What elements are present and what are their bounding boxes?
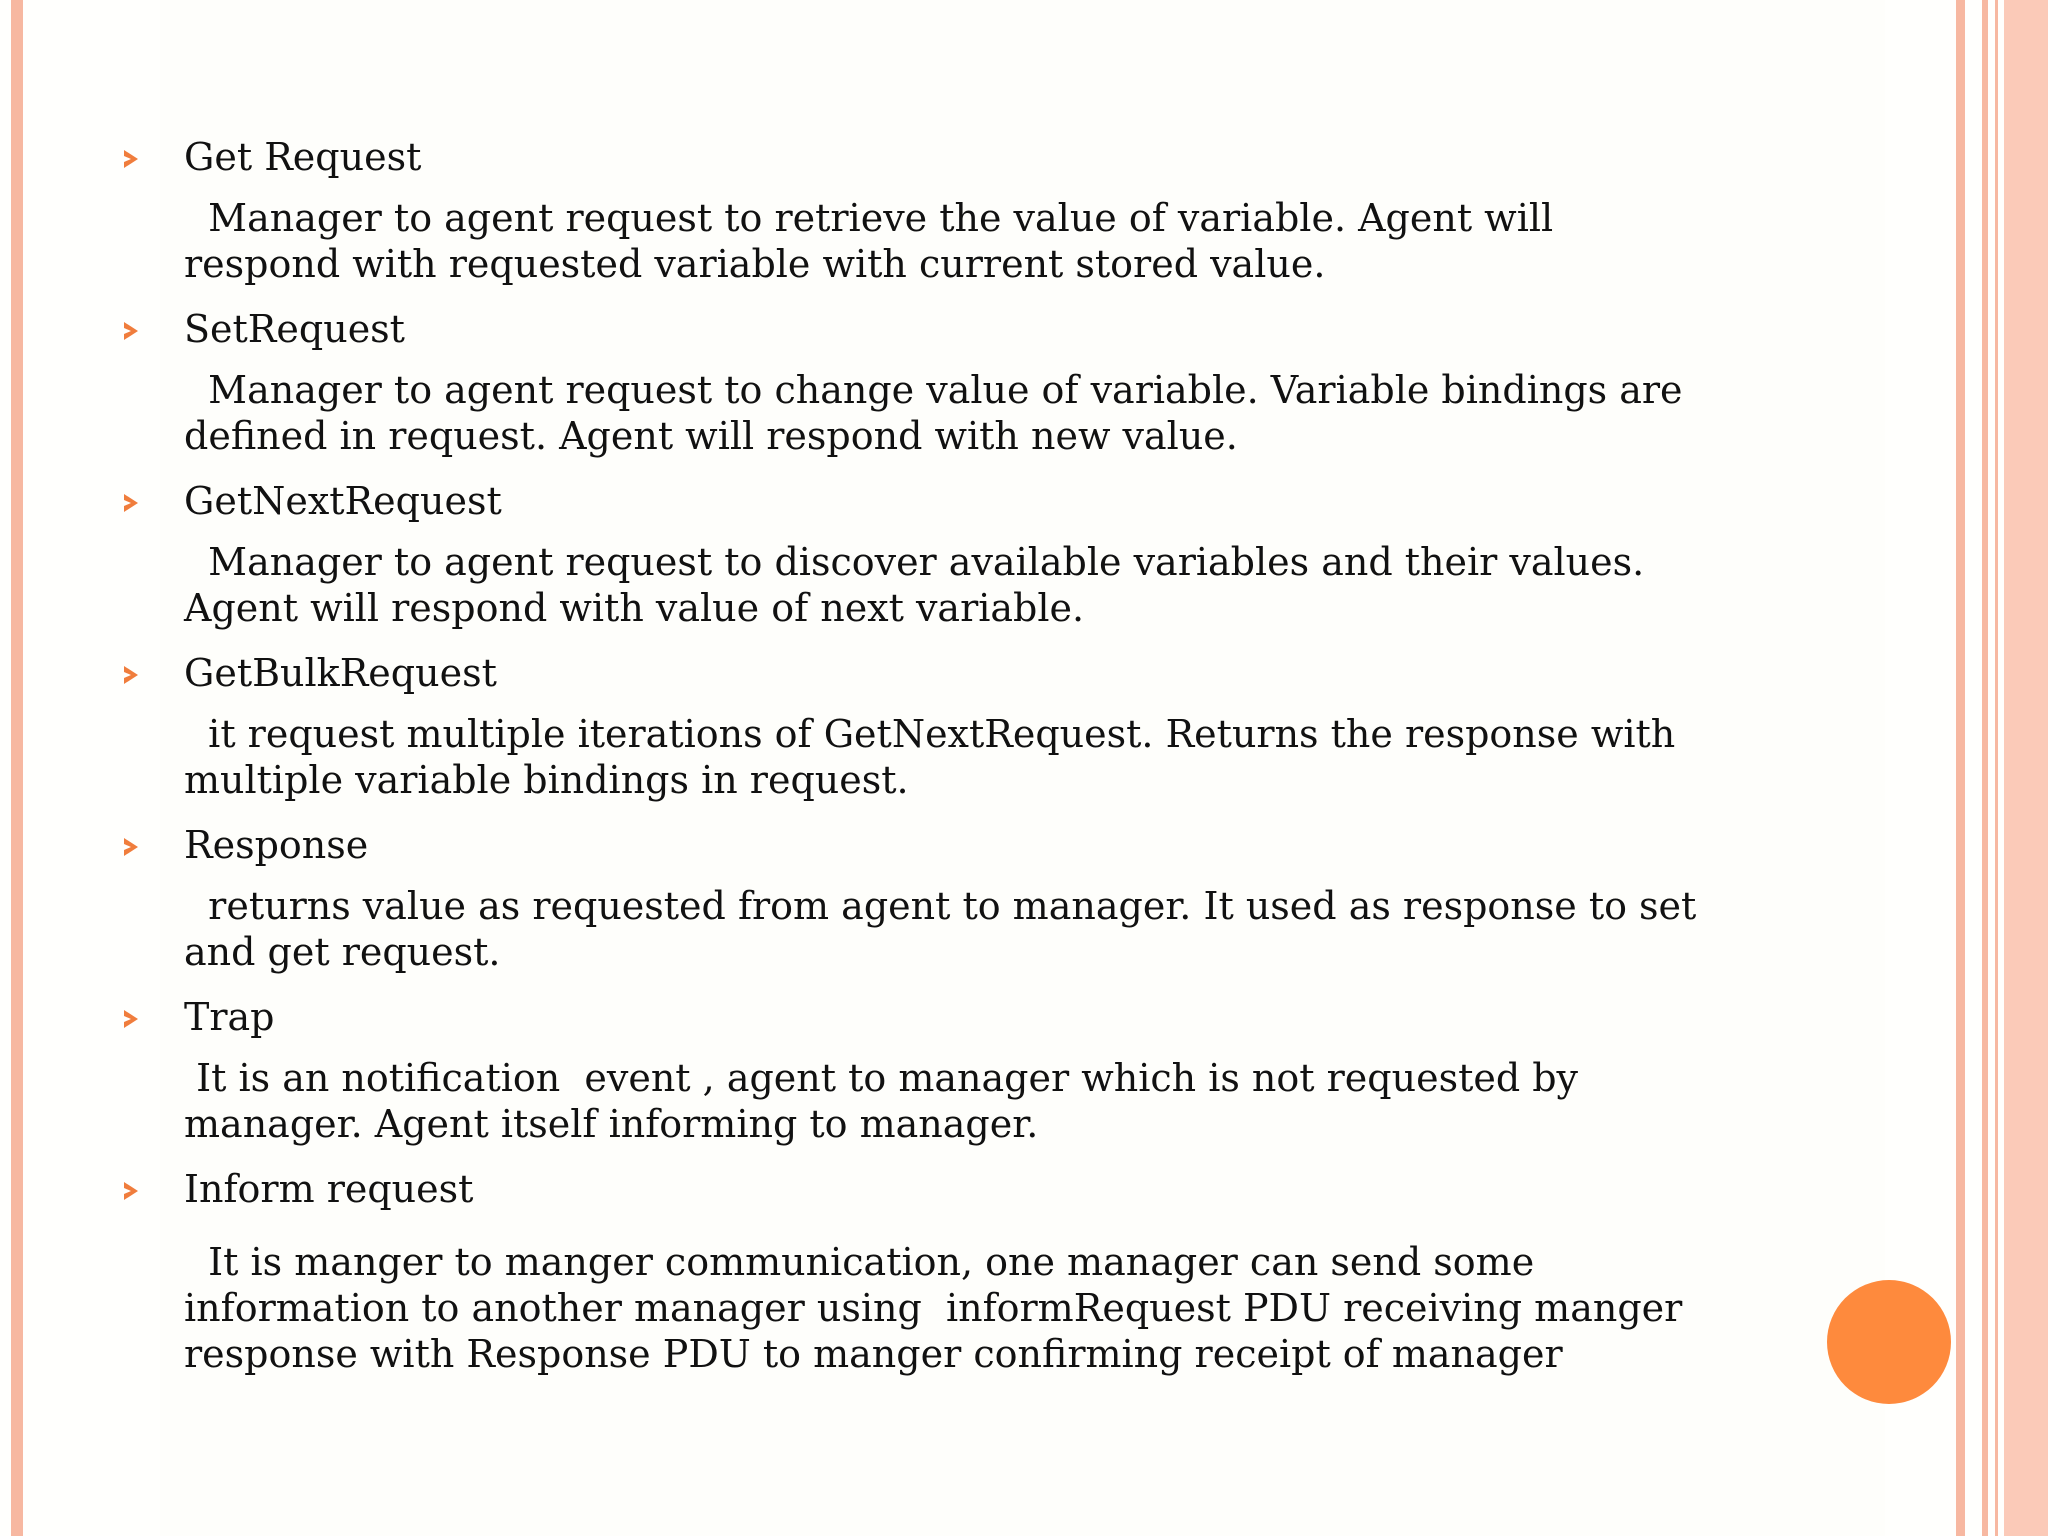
item-description: Manager to agent request to change value of variable. Variable bindings are defined in request. Agent will respond with new value. [184, 368, 1683, 458]
item-description: It is manger to manger communication, one manager can send some information to another manager using informRequest PDU receiving manger response with Response PDU to manger confirming receipt of manager [184, 1240, 1683, 1376]
item-description: Manager to agent request to discover available variables and their values. Agent will respond with value of next variable. [184, 540, 1645, 630]
arrowhead-bullet-icon [124, 322, 138, 340]
item-label: Get Request [184, 135, 422, 179]
arrowhead-bullet-icon [124, 494, 138, 512]
list-item-get-next-request [124, 476, 1824, 526]
arrowhead-bullet-icon [124, 1010, 138, 1028]
item-label: SetRequest [184, 307, 405, 351]
item-label: GetBulkRequest [184, 651, 497, 695]
list-item-response [124, 820, 1824, 870]
list-item-get-bulk-request [124, 648, 1824, 698]
list-item-trap [124, 992, 1824, 1042]
item-description: it request multiple iterations of GetNextRequest. Returns the response with multiple variable bindings in request. [184, 712, 1676, 802]
right-decorative-stripe [1995, 0, 1998, 1536]
arrowhead-bullet-icon [124, 666, 138, 684]
list-item-set-request [124, 304, 1824, 354]
right-decorative-stripe [1956, 0, 1965, 1536]
right-decorative-stripe [2004, 0, 2048, 1536]
arrowhead-bullet-icon [124, 1182, 138, 1200]
right-decorative-stripe [1982, 0, 1988, 1536]
item-description: returns value as requested from agent to manager. It used as response to set and get request. [184, 884, 1697, 974]
item-label: Inform request [184, 1167, 474, 1211]
item-description: Manager to agent request to retrieve the value of variable. Agent will respond with requested variable with current stored value. [184, 196, 1554, 286]
item-label: GetNextRequest [184, 479, 502, 523]
item-description: It is an notification event , agent to manager which is not requested by manager. Agent itself informing to manager. [184, 1056, 1579, 1146]
item-label: Trap [184, 995, 275, 1039]
item-label: Response [184, 823, 369, 867]
list-item-get-request [124, 132, 1824, 182]
arrowhead-bullet-icon [124, 838, 138, 856]
list-item-inform-request [124, 1164, 1824, 1214]
arrowhead-bullet-icon [124, 150, 138, 168]
